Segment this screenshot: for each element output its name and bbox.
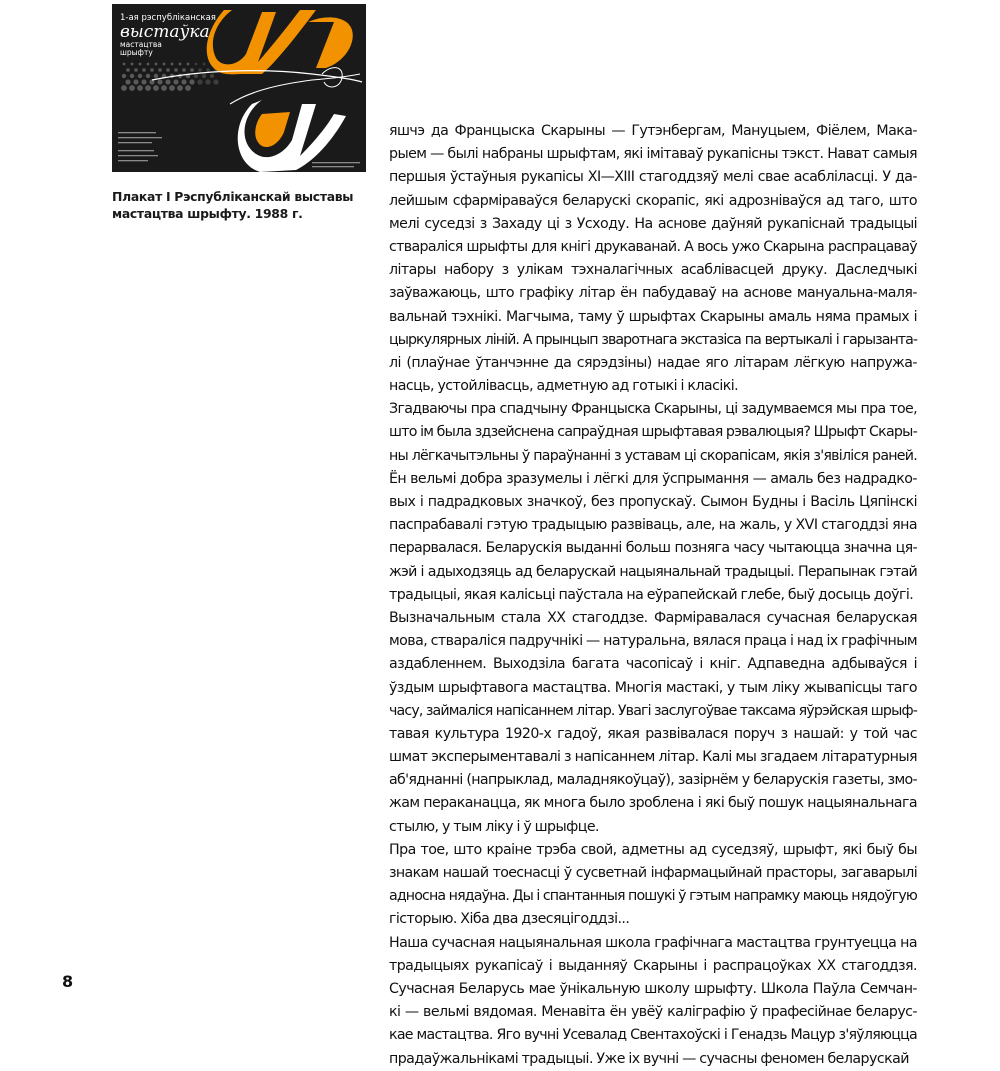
poster-title-line2: выстаўка — [120, 22, 210, 42]
poster-caption — [112, 188, 362, 222]
text-line: рыем — былі набраны шрыфтам, які імітаваў рукапісны тэкст. Нават самыя — [389, 146, 917, 163]
text-line: яшчэ да Францыска Скарыны — Гутэнбергам, Мануцыем, Фіёлем, Мака- — [389, 123, 917, 139]
exhibition-poster — [112, 4, 366, 172]
text-line: насць, устойлівасць, адметную ад готыкі і класікі. — [389, 378, 739, 395]
text-line: вых і падрадковых значкоў, без пропускаў. Сымон Будны і Васіль Цяпінскі — [389, 494, 917, 510]
page-number: 8 — [62, 972, 74, 991]
text-line: традыцыях рукапісаў і выданняў Скарыны і распрацоўках ХХ стагоддзя. — [389, 957, 917, 974]
text-line: вальнай тэхнікі. Магчыма, таму ў шрыфтах Скарыны амаль няма прамых і — [389, 308, 917, 325]
text-line: ны лёгкачытэльны ў параўнанні з уставам ці скорапісам, якія з'явіліся раней. — [389, 447, 917, 464]
text-line: жам пераканацца, як многа было зроблена і які быў пошук нацыянальнага — [389, 795, 917, 812]
text-line: Наша сучасная нацыянальная школа графічнага мастацтва грунтуецца на — [389, 934, 917, 951]
text-line: жэй і адыходзяць ад беларускай нацыянальнай традыцыі. Перапынак гэтай — [389, 563, 917, 580]
text-line: мелі суседзі з Захаду ці з Усходу. На аснове даўняй рукапіснай традыцыі — [389, 215, 917, 232]
text-line: прадаўжальнікамі традыцыі. Уже іх вучні — сучасны феномен беларускай — [389, 1050, 909, 1067]
text-line: лі (плаўнае ўтанчэнне да сярэдзіны) надае яго літарам лёгкую напружа- — [389, 354, 917, 371]
text-line: гісторыю. Хіба два дзесяцігоддзі... — [389, 911, 630, 928]
text-line: аздабленнем. Выходзіла багата часопісаў і кніг. Адпаведна адбываўся і — [389, 656, 917, 673]
text-line: кі — вельмі вядомая. Менавіта ён увёў каліграфію ў прафесійнае беларус- — [389, 1004, 917, 1021]
text-line: цыркулярных ліній. А прынцып зваротнага экстазіса па вертыкалі і гарызанта- — [389, 331, 917, 348]
article-body — [389, 120, 917, 1071]
text-line: тавая культура 1920-х гадоў, якая развівалася поруч з нашай: у той час — [389, 725, 917, 742]
text-line: адносна нядаўна. Ды і спантанныя пошукі ў гэтым напрамку маюць нядоўгую — [389, 888, 917, 905]
text-line: што ім была здзейснена сапраўдная шрыфтавая рэвалюцыя? Шрыфт Скары- — [389, 424, 917, 441]
text-line: Сучасная Беларусь мае ўнікальную школу шрыфту. Школа Паўла Семчан- — [389, 980, 917, 997]
text-line: заўважаюць, што графіку літар ён пабудаваў на аснове мануальна-маля- — [389, 285, 917, 302]
text-line: ўздым шрыфтавога мастацтва. Многія мастакі, у тым ліку жывапісцы таго — [389, 679, 917, 696]
text-line: знакам нашай тоеснасці ў сусветнай інфармацыйнай прасторы, загаварылі — [389, 865, 917, 881]
text-line: мова, ствараліся падручнікі — натуральна, вялася праца і над іх графічным — [389, 633, 917, 650]
poster-title-line1: 1-ая рэспубліканская — [120, 13, 216, 23]
text-line: літары набору з улікам тэхналагічных асаблівасцей друку. Даследчыкі — [389, 262, 917, 279]
text-line: Пра тое, што краіне трэба свой, адметны ад суседзяў, шрыфт, які быў бы — [389, 841, 917, 858]
text-line: Вызначальным стала ХХ стагоддзе. Фарміравалася сучасная беларуская — [389, 609, 917, 626]
caption-line: мастацтва шрыфту. 1988 г. — [112, 206, 303, 221]
text-line: перарвалася. Беларускія выданні больш позняга часу чытаюцца значна ця- — [389, 540, 917, 557]
text-line: кае мастацтва. Яго вучні Усевалад Свентахоўскі і Генадзь Мацур з'яўляюцца — [389, 1027, 917, 1044]
poster-title-line4: шрыфту — [120, 48, 153, 57]
text-line: шмат эксперыментавалі з напісаннем літар. Калі мы згадаем літаратурныя — [389, 749, 917, 766]
text-line: Ён вельмі добра зразумелы і лёгкі для ўспрымання — амаль без надрадко- — [389, 470, 917, 487]
poster-title-line3: мастацтва — [120, 40, 162, 49]
text-line: стварaліся шрыфты для кнігі друкаванай. А вось ужо Скарына распрацаваў — [389, 238, 917, 255]
caption-line: Плакат I Рэспубліканскай выставы — [112, 189, 354, 204]
text-line: паспрабавалі гэтую традыцыю развіваць, але, на жаль, у XVI стагоддзі яна — [389, 517, 917, 534]
text-line: лейшым сфарміраваўся беларускі скорапіс, які адрозніваўся ад таго, што — [389, 192, 917, 209]
text-line: Згадваючы пра спадчыну Францыска Скарыны, ці задумваемся мы пра тое, — [389, 401, 917, 418]
text-line: аб'яднанні (напрыклад, маладнякоўцаў), зазірнём у беларускія газеты, змо- — [389, 772, 917, 789]
text-line: стылю, у тым ліку і ў шрыфце. — [389, 818, 599, 835]
text-line: часу, займаліся напісаннем літар. Увагі заслугоўвае таксама яўрэйская шрыф- — [389, 702, 917, 719]
text-line: першыя ўстаўныя рукапісы ХІ—ХІІІ стагоддзяў мелі свае асабліласці. У да- — [389, 169, 917, 186]
text-line: традыцыі, якая калісьці паўстала на еўрапейскай глебе, быў досыць доўгі. — [389, 586, 914, 603]
